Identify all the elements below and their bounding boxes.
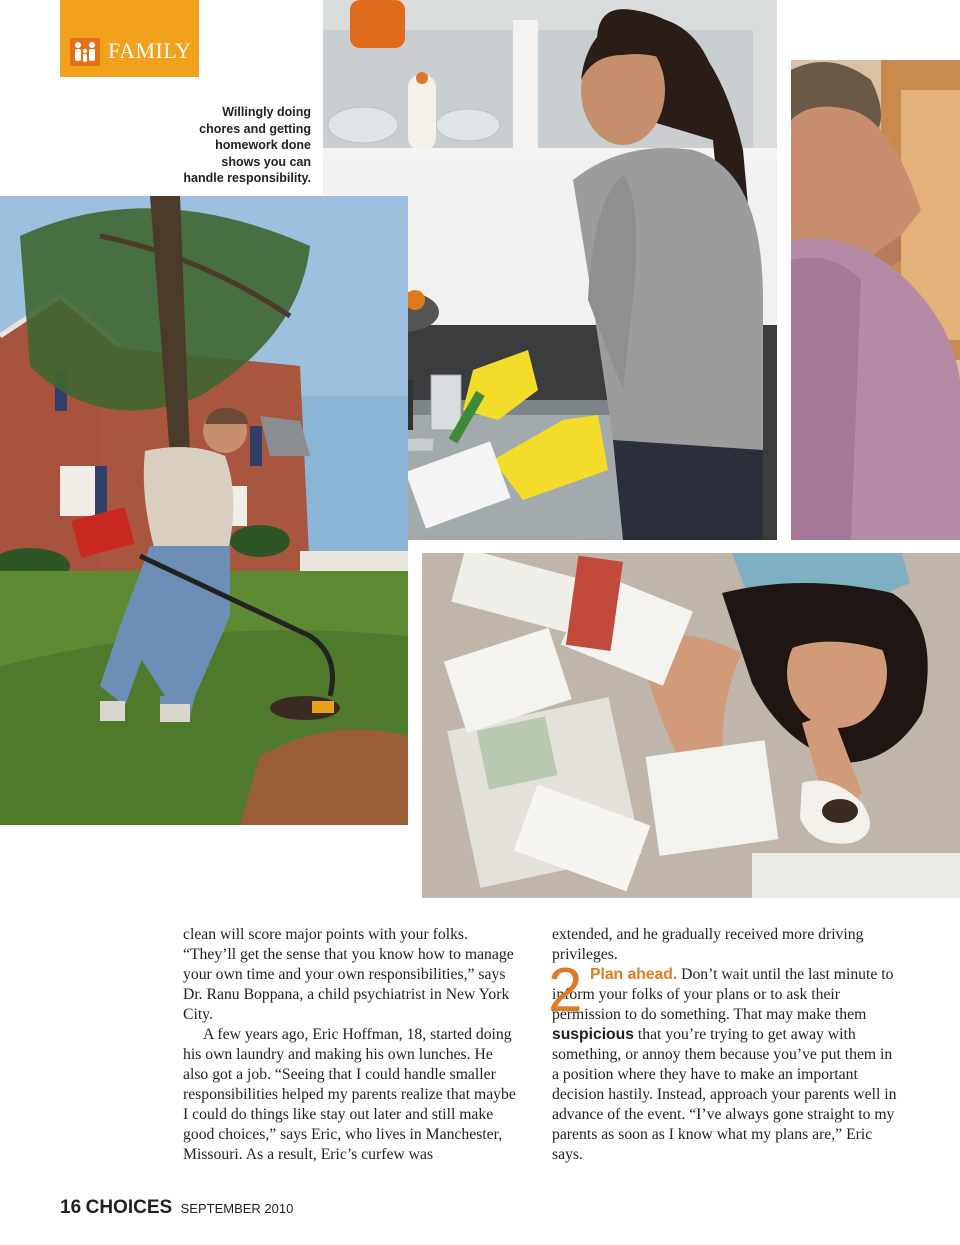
photo-caption [160,104,311,187]
tip-emphasis: suspicious [552,1026,634,1043]
article-paragraph: A few years ago, Eric Hoffman, 18, started doing his own laundry and making his own lunches. He also got a job. “Seeing that I could handle smaller responsibilities helped my parents realize that maybe I could do things like stay out later and still make good choices,” says Eric, who lives in Manchester, Missouri. As a result, Eric’s curfew was [183,1026,516,1163]
article-column-2 [552,925,902,1165]
issue-date: SEPTEMBER 2010 [180,1201,294,1216]
section-label: FAMILY [108,38,192,63]
article-paragraph: extended, and he gradually received more driving privileges. [552,926,864,963]
girl-doing-homework-photo [422,553,960,898]
caption-line: homework done [215,138,311,152]
tip-paragraph [552,965,902,1165]
family-icon [70,38,100,66]
page-number: 16 [60,1197,82,1218]
article-paragraph: clean will score major points with your folks. “They’ll get the sense that you know how to manage your own time and your own responsibilities,” says Dr. Ranu Boppana, a child psychiatrist in New York City. [183,926,514,1023]
caption-line: chores and getting [199,121,311,136]
magazine-name: CHOICES [85,1197,173,1218]
father-profile-photo [791,60,960,540]
tip-heading: Plan ahead. [590,966,678,983]
caption-line: shows you can [221,154,311,169]
tip-number: 2 [548,956,583,1025]
tip-text: Don’t wait until the last minute to inform your folks of your plans or to ask their permission to do something. That may make them [552,966,894,1023]
article-column-1 [183,925,521,1165]
page-folio [60,1197,293,1219]
section-tag [60,0,199,77]
caption-line: handle responsibility. [183,171,311,185]
tip-text: that you’re trying to get away with something, or annoy them because you’ve put them in a position where they have to make an important decision hastily. Instead, approach your parents well in advance of the event. “I’ve always gone straight to my parents as soon as I know what my plans are,” Eric says. [552,1026,897,1163]
boy-trimming-lawn-photo [0,196,408,825]
caption-line: Willingly doing [222,105,311,119]
